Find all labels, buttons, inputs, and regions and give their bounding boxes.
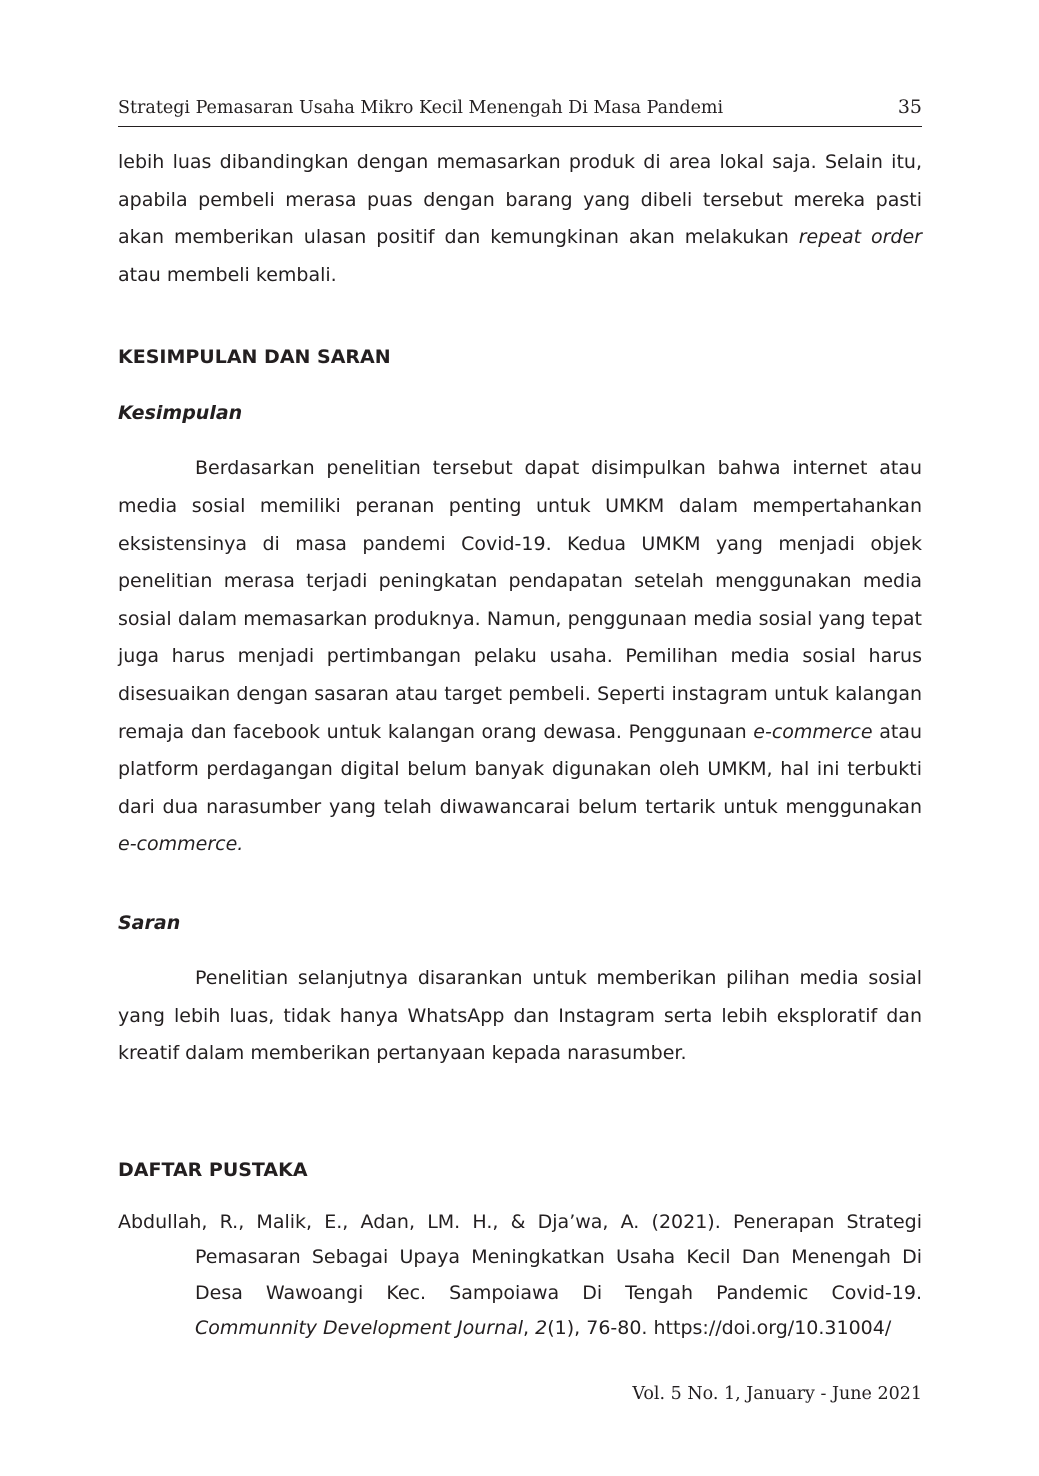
page-header (118, 94, 922, 127)
kesimpulan-italic-term-2: e-commerce. (118, 833, 244, 856)
running-title: Strategi Pemasaran Usaha Mikro Kecil Menengah Di Masa Pandemi (118, 98, 724, 118)
subheading-kesimpulan: Kesimpulan (118, 402, 243, 425)
kesimpulan-text-1: Berdasarkan penelitian tersebut dapat disimpulkan bahwa internet atau media sosial memiliki peranan penting untuk UMKM dalam mempertahankan eksistensinya di masa pandemi Covid-19. Kedua UMKM yang menjadi objek penelitian merasa terjadi peningkatan pendapatan setelah menggunakan media sosial dalam memasarkan produknya. Namun, penggunaan media sosial yang tepat juga harus menjadi pertimbangan pelaku usaha. Pemilihan media sosial harus disesuaikan dengan sasaran atau target pembeli. Seperti instagram untuk kalangan remaja dan facebook untuk kalangan orang dewasa. Penggunaan (118, 457, 922, 743)
page-content (118, 144, 922, 1346)
intro-text-2: atau membeli kembali. (118, 263, 337, 286)
intro-text-1: lebih luas dibandingkan dengan memasarkan produk di area lokal saja. Selain itu, apabila pembeli merasa puas dengan barang yang dibeli tersebut mereka pasti akan memberikan ulasan positif dan kemungkinan akan melakukan (118, 151, 922, 249)
page-footer: Vol. 5 No. 1, January - June 2021 (632, 1384, 922, 1404)
reference-text-3: (1), 76-80. https://doi.org/10.31004/ (547, 1316, 892, 1339)
saran-paragraph: Penelitian selanjutnya disarankan untuk memberikan pilihan media sosial yang lebih luas, tidak hanya WhatsApp dan Instagram serta lebih eksploratif dan kreatif dalam memberikan pertanyaan kepada narasumber. (118, 966, 922, 1065)
reference-journal: Communnity Development Journal (195, 1316, 524, 1339)
section-heading-kesimpulan-saran: KESIMPULAN DAN SARAN (118, 346, 391, 369)
intro-italic-term: repeat order (798, 226, 922, 249)
kesimpulan-italic-term-1: e-commerce (753, 720, 873, 743)
kesimpulan-text-2: atau platform perdagangan digital belum banyak digunakan oleh UMKM, hal ini terbukti dari dua narasumber yang telah diwawancarai belum tertarik untuk menggunakan (118, 720, 922, 818)
reference-entry (118, 1205, 922, 1347)
intro-paragraph (118, 144, 922, 294)
section-heading-daftar-pustaka: DAFTAR PUSTAKA (118, 1158, 308, 1181)
subheading-saran: Saran (118, 911, 181, 934)
kesimpulan-paragraph (118, 450, 922, 864)
reference-text-1: Abdullah, R., Malik, E., Adan, LM. H., & Dja’wa, A. (2021). Penerapan Strategi Pemasaran Sebagai Upaya Meningkatkan Usaha Kecil Dan Menengah Di Desa Wawoangi Kec. Sampoiawa Di Tengah Pandemic Covid-19. (118, 1210, 922, 1304)
reference-text-2: , (523, 1316, 536, 1339)
page-number: 35 (897, 96, 922, 118)
reference-volume: 2 (535, 1316, 548, 1339)
